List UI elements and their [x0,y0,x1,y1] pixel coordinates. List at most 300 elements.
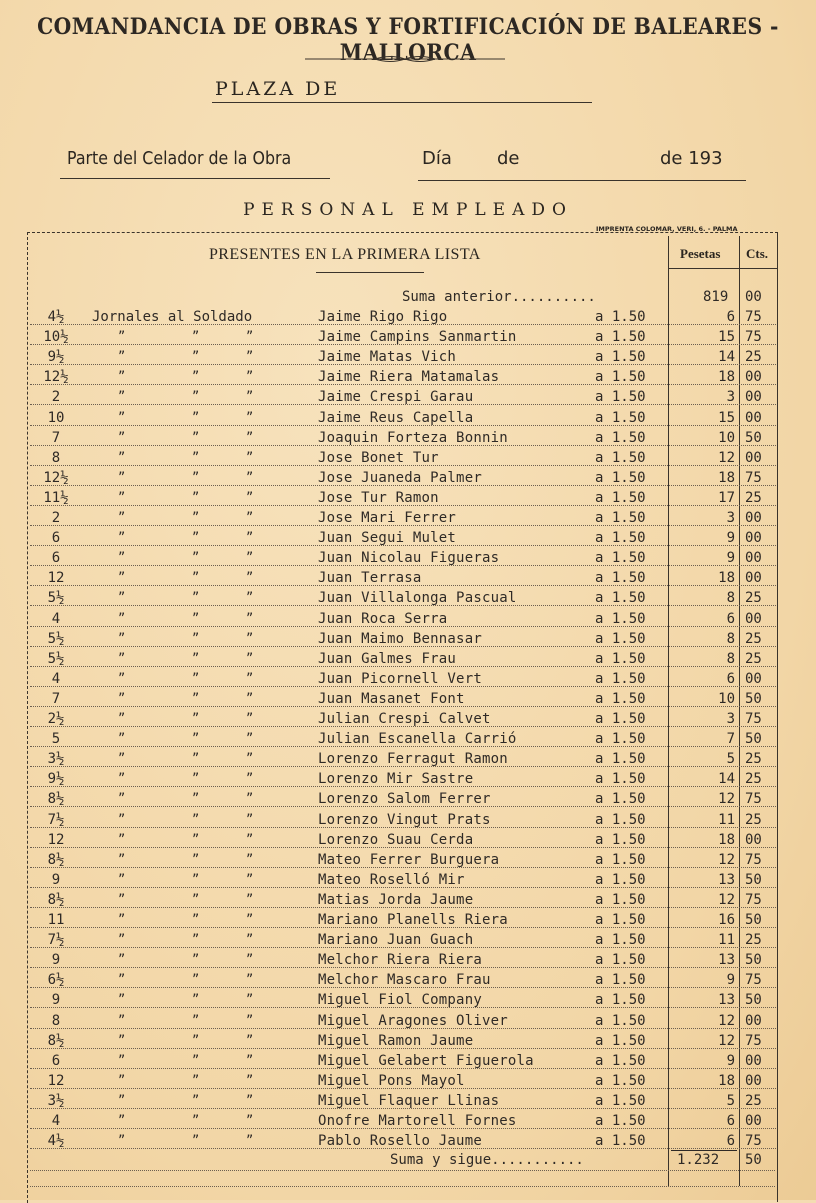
ditto-mark: ” [246,670,254,685]
row-pesetas: 9 [726,530,735,547]
ditto-mark: ” [192,449,200,464]
table-row [0,329,816,349]
row-quantity: 9½ [47,349,65,366]
ditto-mark: ” [118,1032,126,1047]
row-quantity: 2 [51,510,61,526]
row-rate: a 1.50 [595,1072,646,1089]
ditto-mark: ” [246,952,254,967]
ditto-mark: ” [118,831,126,846]
row-quantity: 8½ [47,1032,65,1049]
year-label: de 193 [660,148,723,169]
row-rate: a 1.50 [595,650,646,667]
row-cts: 25 [745,932,762,949]
row-worker-name: Juan Villalonga Pascual [318,590,517,607]
row-cts: 00 [745,1052,762,1069]
dia-label: Día [422,148,452,169]
ditto-mark: ” [246,510,254,524]
ditto-mark: ” [192,891,200,906]
row-rate: a 1.50 [595,409,646,426]
ditto-mark: ” [192,811,200,826]
row-cts: 25 [745,630,762,647]
table-row [0,872,816,892]
row-quantity: 5½ [47,650,65,667]
row-worker-name: Juan Galmes Frau [318,650,457,667]
row-pesetas: 11 [718,932,735,949]
row-cts: 75 [745,711,762,727]
row-pesetas: 12 [718,891,735,908]
de-label: de [497,148,520,169]
row-pesetas: 12 [718,449,735,466]
ditto-mark: ” [192,1012,200,1027]
ditto-mark: ” [192,932,200,947]
ditto-mark: ” [192,731,200,746]
ditto-mark: ” [192,1072,200,1087]
table-row [0,791,816,811]
row-rate: a 1.50 [595,831,646,848]
row-quantity: 6 [51,550,61,567]
table-row [0,530,816,550]
ditto-mark: ” [192,1113,200,1127]
ditto-mark: ” [246,590,254,605]
row-pesetas: 13 [718,871,735,888]
row-cts: 25 [745,489,762,506]
ditto-mark: ” [246,489,254,504]
table-heading: PRESENTES EN LA PRIMERA LISTA [209,246,481,263]
ditto-mark: ” [118,891,126,906]
ditto-mark: ” [246,429,254,444]
row-worker-name: Lorenzo Ferragut Ramon [318,751,508,768]
row-cts: 75 [745,851,762,868]
row-pesetas: 18 [718,570,735,587]
suma-sigue-cts: 50 [745,1152,762,1168]
row-worker-name: Miguel Ramon Jaume [318,1032,474,1049]
row-worker-name: Miguel Fiol Company [318,992,482,1009]
ditto-mark: ” [192,530,200,545]
ditto-mark: ” [118,1133,126,1148]
ditto-mark: ” [118,329,126,344]
row-cts: 75 [745,309,762,325]
ditto-mark: ” [192,690,200,705]
table-row [0,349,816,369]
ditto-mark: ” [192,972,200,987]
ditto-mark: ” [118,550,126,565]
row-worker-name: Miguel Aragones Oliver [318,1012,508,1029]
document-title: COMANDANCIA DE OBRAS Y FORTIFICACIÓN DE BALEARES - MALLORCA [37,14,779,66]
row-quantity: 8 [51,1012,61,1029]
ditto-mark: ” [246,389,254,404]
row-worker-name: Lorenzo Suau Cerda [318,831,474,848]
ditto-mark: ” [118,630,126,645]
ditto-mark: ” [118,711,126,725]
ditto-mark: ” [118,469,126,484]
row-worker-name: Jose Tur Ramon [318,489,439,506]
ditto-mark: ” [118,912,126,926]
row-cts: 25 [745,349,762,366]
row-cts: 00 [745,550,762,567]
ditto-mark: ” [246,449,254,464]
row-rate: a 1.50 [595,912,646,928]
ditto-mark: ” [192,630,200,645]
row-quantity: 4 [51,670,61,687]
row-quantity: 12 [47,831,65,848]
ditto-mark: ” [118,650,126,665]
ditto-mark: ” [246,831,254,846]
ditto-mark: ” [118,409,126,424]
table-row [0,410,816,430]
ditto-mark: ” [246,630,254,645]
ditto-mark: ” [118,871,126,886]
suma-anterior-pesetas: 819 [703,289,729,305]
table-row [0,1093,816,1113]
row-pesetas: 5 [726,751,735,768]
row-pesetas: 5 [726,1092,735,1109]
ditto-mark: ” [192,1133,200,1148]
table-row [0,671,816,691]
table-row [0,711,816,731]
table-row [0,1053,816,1073]
row-worker-name: Lorenzo Vingut Prats [318,811,491,828]
table-row [0,912,816,932]
column-header-cts: Cts. [746,246,769,261]
table-row [0,771,816,791]
row-quantity: 8½ [47,791,65,808]
table-row [0,510,816,530]
table-row [0,1073,816,1093]
row-cts: 75 [745,469,762,486]
ditto-mark: ” [118,590,126,605]
row-worker-name: Lorenzo Mir Sastre [318,771,474,788]
row-quantity: 12½ [43,369,69,386]
row-cts: 00 [745,369,762,386]
ditto-mark: ” [192,469,200,484]
ditto-mark: ” [192,711,200,725]
row-quantity: 6 [51,1052,61,1069]
row-worker-name: Jose Mari Ferrer [318,510,457,526]
ditto-mark: ” [118,731,126,746]
row-cts: 00 [745,1113,762,1129]
ditto-mark: ” [118,932,126,947]
row-rate: a 1.50 [595,309,646,325]
row-quantity: 2½ [47,711,65,727]
row-pesetas: 13 [718,952,735,969]
row-quantity: 9 [51,871,61,888]
row-cts: 75 [745,329,762,346]
row-rate: a 1.50 [595,972,646,989]
row-pesetas: 16 [718,912,735,928]
row-quantity: 4½ [47,309,65,325]
ditto-mark: ” [118,1052,126,1067]
plaza-line [212,102,592,103]
row-rate: a 1.50 [595,851,646,868]
table-row [0,1113,816,1133]
row-quantity: 8½ [47,891,65,908]
row-pesetas: 12 [718,1032,735,1049]
ditto-mark: ” [192,570,200,585]
ditto-mark: ” [118,992,126,1007]
row-rate: a 1.50 [595,871,646,888]
ditto-mark: ” [246,349,254,364]
row-worker-name: Juan Maimo Bennasar [318,630,482,647]
ditto-mark: ” [118,771,126,786]
row-rate: a 1.50 [595,1032,646,1049]
ditto-mark: ” [246,851,254,866]
row-rate: a 1.50 [595,630,646,647]
row-cts: 25 [745,590,762,607]
row-quantity: 3½ [47,1092,65,1109]
row-pesetas: 3 [726,389,735,406]
row-worker-name: Juan Segui Mulet [318,530,457,547]
ditto-mark: ” [192,992,200,1007]
row-worker-name: Matias Jorda Jaume [318,891,474,908]
row-quantity: 12 [47,570,65,587]
ditto-mark: ” [192,791,200,806]
ditto-mark: ” [192,851,200,866]
row-rate: a 1.50 [595,489,646,506]
row-pesetas: 14 [718,771,735,788]
row-pesetas: 14 [718,349,735,366]
row-worker-name: Miguel Flaquer Llinas [318,1092,500,1109]
row-rate: a 1.50 [595,811,646,828]
row-worker-name: Melchor Riera Riera [318,952,482,969]
ditto-mark: ” [192,329,200,344]
ditto-mark: ” [118,791,126,806]
table-row [0,369,816,389]
row-worker-name: Jaime Reus Capella [318,409,474,426]
row-pesetas: 3 [726,510,735,526]
row-rate: a 1.50 [595,711,646,727]
table-row [0,430,816,450]
row-quantity: 4 [51,610,61,627]
ditto-mark: ” [192,771,200,786]
row-quantity: 6 [51,530,61,547]
row-cts: 00 [745,449,762,466]
row-rate: a 1.50 [595,1092,646,1109]
row-pesetas: 18 [718,369,735,386]
row-cts: 00 [745,570,762,587]
row-quantity: 8½ [47,851,65,868]
row-worker-name: Juan Roca Serra [318,610,448,627]
table-row [0,550,816,570]
ditto-mark: ” [246,811,254,826]
ditto-mark: ” [192,751,200,766]
row-quantity: 12 [47,1072,65,1089]
row-worker-name: Melchor Mascaro Frau [318,972,491,989]
row-pesetas: 8 [726,650,735,667]
section-title: PERSONAL EMPLEADO [243,200,573,220]
table-row [0,952,816,972]
ditto-mark: ” [192,510,200,524]
ditto-mark: ” [246,550,254,565]
ditto-mark: ” [246,570,254,585]
row-quantity: 7½ [47,811,65,828]
ditto-mark: ” [118,449,126,464]
row-rate: a 1.50 [595,530,646,547]
suma-sigue-pesetas: 1.232 [677,1152,720,1168]
row-rate: a 1.50 [595,590,646,607]
ditto-mark: ” [246,1012,254,1027]
table-row [0,1013,816,1033]
row-quantity: 11½ [43,489,69,506]
row-rate: a 1.50 [595,349,646,366]
total-rule [671,1150,737,1151]
row-quantity: 4½ [47,1133,65,1150]
row-rate: a 1.50 [595,389,646,406]
ditto-mark: ” [192,610,200,625]
ditto-mark: ” [246,610,254,625]
suma-anterior-label: Suma anterior.......... [402,289,596,305]
ditto-mark: ” [246,1032,254,1047]
ditto-mark: ” [118,972,126,987]
ditto-mark: ” [118,1072,126,1087]
row-pesetas: 13 [718,992,735,1009]
ditto-mark: ” [118,489,126,504]
row-pesetas: 6 [726,1113,735,1129]
ditto-mark: ” [246,972,254,987]
row-worker-name: Miguel Pons Mayol [318,1072,465,1089]
row-quantity: 10½ [43,329,69,346]
row-pesetas: 7 [726,731,735,748]
row-pesetas: 11 [718,811,735,828]
row-rate: a 1.50 [595,510,646,526]
row-pesetas: 8 [726,630,735,647]
table-row [0,731,816,751]
table-row [0,892,816,912]
ditto-mark: ” [246,791,254,806]
row-cts: 50 [745,992,762,1009]
row-rate: a 1.50 [595,469,646,486]
row-rate: a 1.50 [595,570,646,587]
row-rate: a 1.50 [595,1113,646,1129]
row-rate: a 1.50 [595,952,646,969]
row-rate: a 1.50 [595,891,646,908]
row-pesetas: 15 [718,329,735,346]
row-rate: a 1.50 [595,771,646,788]
ditto-mark: ” [118,349,126,364]
row-quantity: 2 [51,389,61,406]
row-pesetas: 10 [718,429,735,446]
ditto-mark: ” [192,590,200,605]
row-worker-name: Pablo Rosello Jaume [318,1133,482,1150]
parte-line [60,178,330,179]
row-rate: a 1.50 [595,429,646,446]
ditto-mark: ” [192,912,200,926]
row-pesetas: 12 [718,851,735,868]
row-pesetas: 18 [718,831,735,848]
row-quantity: 5 [51,731,61,748]
row-worker-name: Onofre Martorell Fornes [318,1113,517,1129]
ditto-mark: ” [118,952,126,967]
table-row [0,470,816,490]
table-row [0,309,816,329]
heading-underline [316,272,424,273]
ditto-mark: ” [192,670,200,685]
ditto-mark: ” [246,1113,254,1127]
row-worker-name: Mariano Juan Guach [318,932,474,949]
row-cts: 00 [745,831,762,848]
row-rate: a 1.50 [595,932,646,949]
row-quantity: 7 [51,690,61,707]
row-quantity: 11 [47,912,65,928]
row-cts: 50 [745,429,762,446]
ditto-mark: ” [246,891,254,906]
row-rate: a 1.50 [595,1012,646,1029]
ditto-mark: ” [246,871,254,886]
ditto-mark: ” [118,1113,126,1127]
row-pesetas: 6 [726,1133,735,1150]
ditto-mark: ” [246,1072,254,1087]
row-worker-name: Jose Bonet Tur [318,449,439,466]
table-row [0,570,816,590]
table-row [0,832,816,852]
row-worker-name: Jaime Riera Matamalas [318,369,500,386]
row-cts: 50 [745,731,762,748]
row-worker-name: Juan Nicolau Figueras [318,550,500,567]
row-quantity: 6½ [47,972,65,989]
table-row [0,852,816,872]
row-pesetas: 8 [726,590,735,607]
row-worker-name: Jaime Crespi Garau [318,389,474,406]
row-cts: 25 [745,811,762,828]
row-cts: 25 [745,771,762,788]
row-pesetas: 15 [718,409,735,426]
row-rate: a 1.50 [595,610,646,627]
row-cts: 75 [745,1032,762,1049]
row-quantity: 5½ [47,630,65,647]
row-quantity: 10 [47,409,65,426]
table-row [0,972,816,992]
row-rate: a 1.50 [595,751,646,768]
column-header-rule [668,268,777,269]
ditto-mark: ” [246,731,254,746]
ditto-mark: ” [192,389,200,404]
table-row [0,450,816,470]
table-row [0,932,816,952]
row-pesetas: 18 [718,469,735,486]
row-cts: 75 [745,891,762,908]
row-rate: a 1.50 [595,1133,646,1150]
ditto-mark: ” [118,670,126,685]
ditto-mark: ” [192,489,200,504]
row-quantity: 5½ [47,590,65,607]
column-header-pesetas: Pesetas [680,246,721,261]
ditto-mark: ” [192,369,200,384]
row-cts: 50 [745,912,762,928]
row-quantity: 9 [51,992,61,1009]
suma-anterior-cts: 00 [745,289,762,305]
row-cts: 00 [745,670,762,687]
table-row [0,992,816,1012]
ditto-mark: ” [246,369,254,384]
row-rate: a 1.50 [595,550,646,567]
ditto-mark: ” [246,992,254,1007]
table-row [0,751,816,771]
row-worker-name: Juan Picornell Vert [318,670,482,687]
table-row [0,691,816,711]
row-rate: a 1.50 [595,992,646,1009]
ditto-mark: ” [192,831,200,846]
ditto-mark: ” [118,851,126,866]
row-worker-name: Lorenzo Salom Ferrer [318,791,491,808]
row-pesetas: 9 [726,550,735,567]
row-cts: 00 [745,610,762,627]
ditto-mark: ” [118,369,126,384]
row-worker-name: Mateo Roselló Mir [318,871,465,888]
row-cts: 75 [745,972,762,989]
row-worker-name: Jose Juaneda Palmer [318,469,482,486]
row-pesetas: 6 [726,610,735,627]
row-cts: 75 [745,1133,762,1150]
row-rate: a 1.50 [595,670,646,687]
